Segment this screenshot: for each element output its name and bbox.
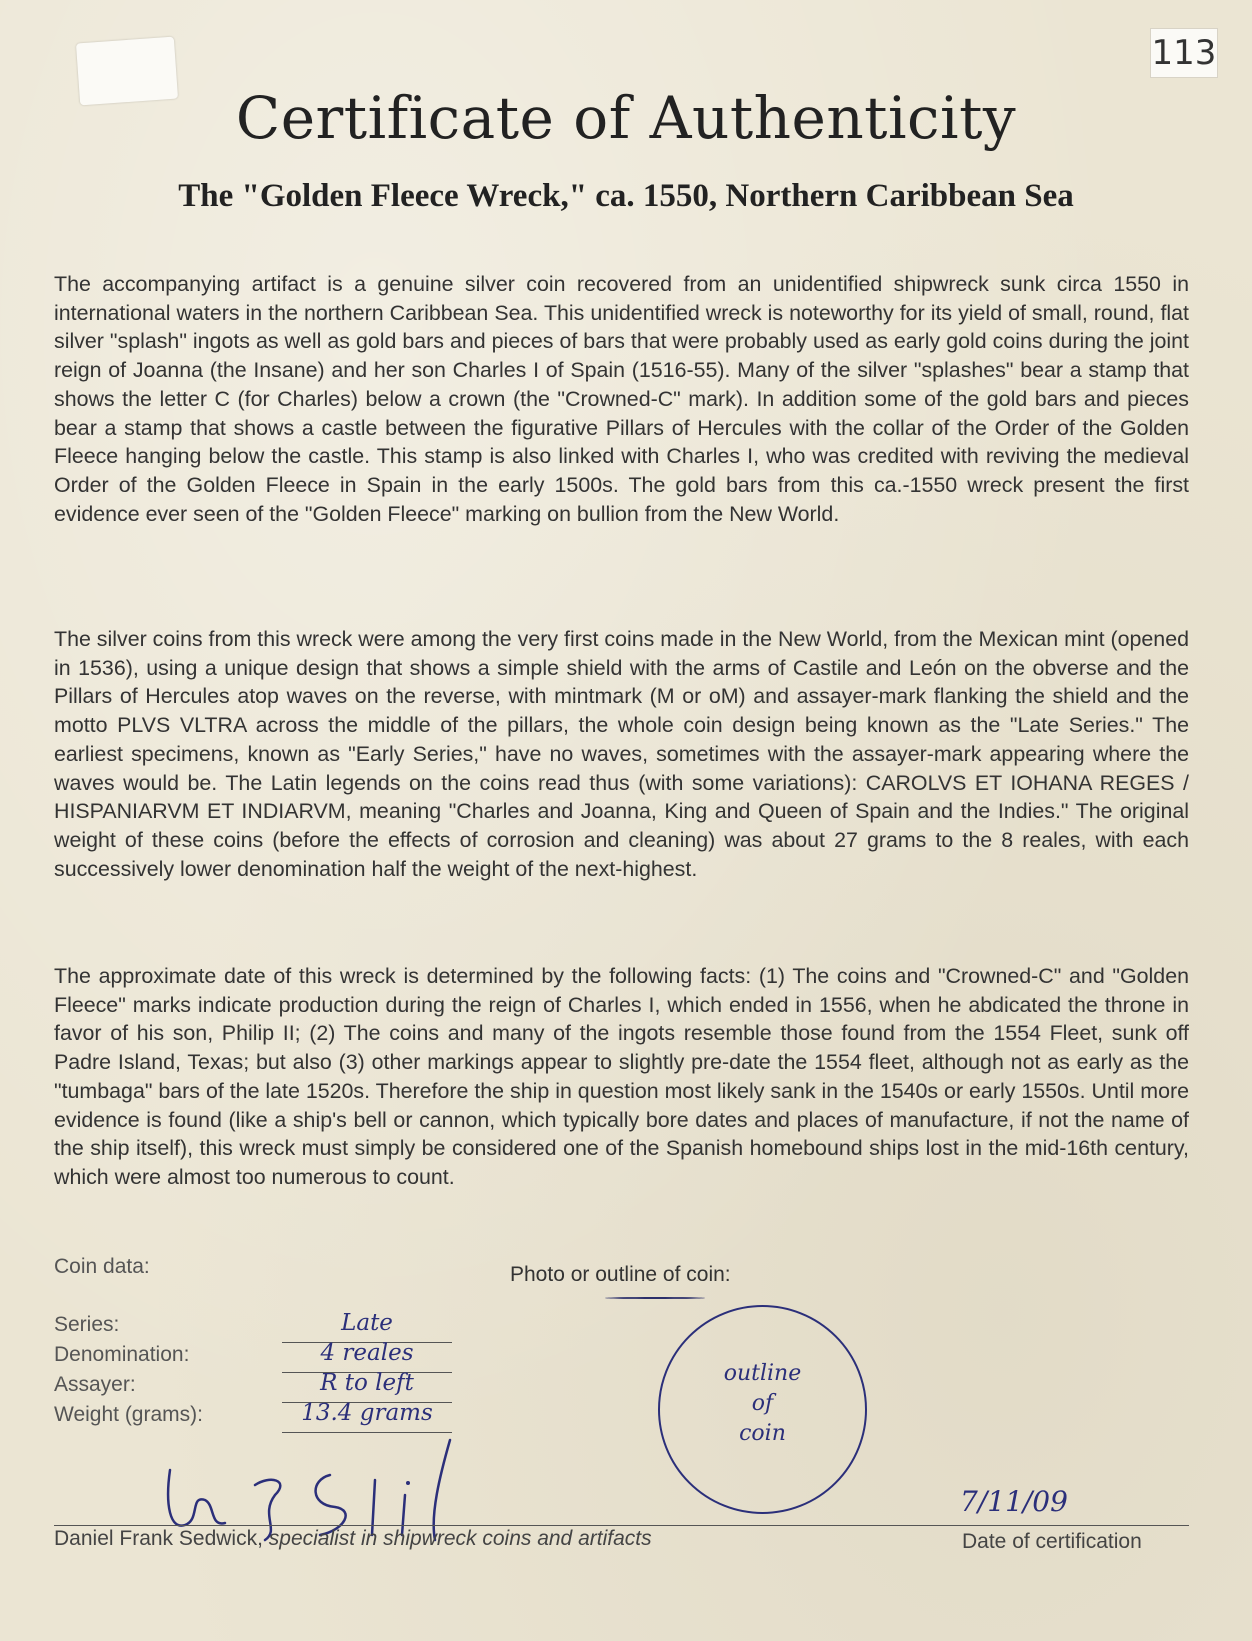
signer-role: specialist in shipwreck coins and artifacts: [268, 1527, 652, 1550]
photo-outline-label: Photo or outline of coin:: [510, 1263, 731, 1286]
weight-value: 13.4 grams: [301, 1400, 433, 1426]
assayer-value: R to left: [320, 1370, 414, 1396]
certificate-title: Certificate of Authenticity: [235, 84, 1017, 152]
coin-outline-circle: [658, 1305, 867, 1514]
page-number-tag: 113: [1150, 28, 1218, 78]
paragraph-wreck-description: The accompanying artifact is a genuine silver coin recovered from an unidentified shipwreck sunk circa 1550 in international waters in the northern Caribbean Sea. This unidentified wreck is noteworthy for its yield of small, round, flat silver "splash" ingots as well as gold bars and pieces of bars that were probably used as early gold coins during the joint reign of Joanna (the Insane) and her son Charles I of Spain (1516-55). Many of the silver "splashes" bear a stamp that shows the letter C (for Charles) below a crown (the "Crowned-C" mark). In addition some of the gold bars and pieces bear a stamp that shows a castle between the figurative Pillars of Hercules with the collar of the Order of the Golden Fleece hanging below the castle. This stamp is also linked with Charles I, who was credited with reviving the medieval Order of the Golden Fleece in Spain in the early 1500s. The gold bars from this ca.-1550 wreck present the first evidence ever seen of the "Golden Fleece" marking on bullion from the New World.: [54, 272, 1189, 526]
weight-line: [282, 1432, 452, 1433]
paragraph-coin-design: The silver coins from this wreck were among the very first coins made in the New World, from the Mexican mint (opened in 1536), using a unique design that shows a simple shield with the arms of Castile and León on the obverse and the Pillars of Hercules atop waves on the reverse, with mintmark (M or oM) and assayer-mark flanking the shield and the motto PLVS VLTRA across the middle of the pillars, the whole coin design being known as the "Late Series." The earliest specimens, known as "Early Series," have no waves, sometimes with the assayer-mark appearing where the waves would be. The Latin legends on the coins read thus (with some variations): CAROLVS ET IOHANA REGES / HISPANIARVM ET INDIARVM, meaning "Charles and Joanna, King and Queen of Spain and the Indies." The original weight of these coins (before the effects of corrosion and cleaning) was about 27 grams to the 8 reales, with each successively lower denomination half the weight of the next-highest.: [54, 627, 1189, 881]
signer-line: [54, 1527, 652, 1551]
paragraph-wreck-dating: The approximate date of this wreck is determined by the following facts: (1) The coins and "Crowned-C" and "Golden Fleece" marks indicate production during the reign of Charles I, which ended in 1556, when he abdicated the throne in favor of his son, Philip II; (2) The coins and many of the ingots resemble those found from the 1554 Fleet, sunk off Padre Island, Texas; but also (3) other markings appear to slightly pre-date the 1554 fleet, although not as early as the "tumbaga" bars of the late 1520s. Therefore the ship in question most likely sank in the 1540s or early 1550s. Until more evidence is found (like a ship's bell or cannon, which typically bore dates and places of manufacture, if not the name of the ship itself), this wreck must simply be considered one of the Spanish homebound ships lost in the mid-16th century, which were almost too numerous to count.: [54, 964, 1189, 1189]
coin-outline-word: outline: [723, 1361, 802, 1386]
coin-outline-text: [660, 1359, 865, 1449]
coin-data-heading: Coin data:: [54, 1255, 150, 1278]
certification-date-value: 7/11/09: [960, 1485, 1068, 1518]
denomination-label: Denomination:: [54, 1343, 190, 1366]
photo-label-underline: [605, 1297, 705, 1299]
coin-outline-word: of: [751, 1391, 774, 1416]
denomination-value: 4 reales: [320, 1340, 414, 1366]
series-value: Late: [341, 1310, 393, 1336]
series-label: Series:: [54, 1313, 120, 1336]
certificate-subtitle: The "Golden Fleece Wreck," ca. 1550, Northern Caribbean Sea: [178, 178, 1074, 214]
weight-label: Weight (grams):: [54, 1403, 203, 1426]
signature-line: [54, 1525, 1189, 1526]
assayer-label: Assayer:: [54, 1373, 136, 1396]
certification-date-label: Date of certification: [962, 1530, 1142, 1553]
coin-outline-word: coin: [739, 1421, 786, 1446]
signer-name: Daniel Frank Sedwick,: [54, 1527, 263, 1550]
